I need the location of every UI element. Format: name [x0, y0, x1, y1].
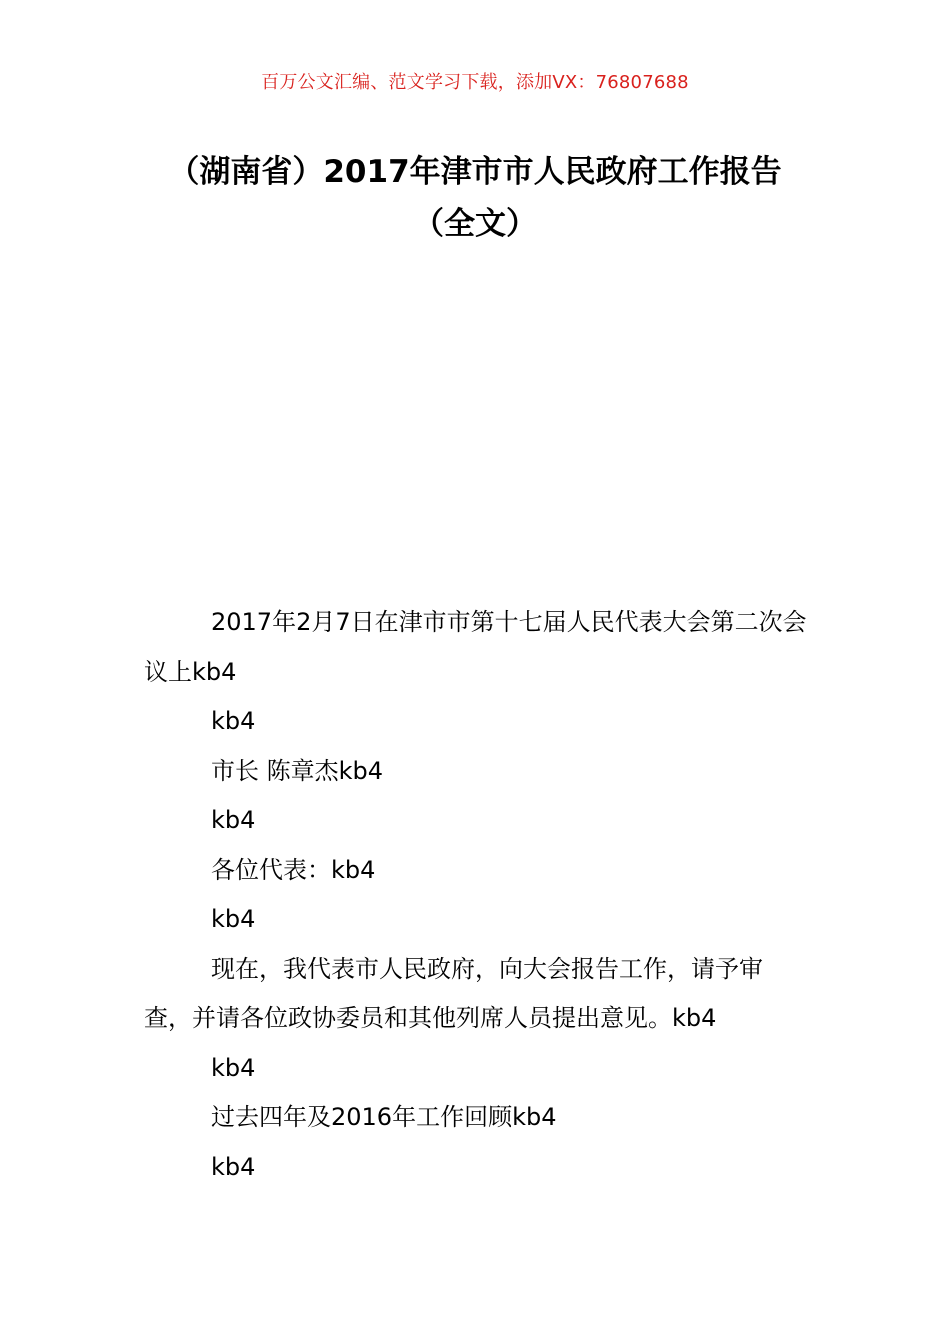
- document-body: [144, 598, 810, 1192]
- paragraph: 各位代表：kb4: [211, 855, 376, 884]
- paragraph: kb4: [211, 806, 256, 834]
- document-title: （湖南省）2017年津市市人民政府工作报告（全文）: [168, 154, 782, 242]
- paragraph: kb4: [211, 707, 256, 735]
- paragraph: kb4: [211, 1152, 256, 1181]
- paragraph: 2017年2月7日在津市市第十七届人民代表大会第二次会议上kb4: [144, 608, 807, 686]
- paragraph: 过去四年及2016年工作回顾kb4: [211, 1103, 557, 1131]
- paragraph: 市长 陈章杰kb4: [211, 756, 384, 785]
- paragraph: 现在，我代表市人民政府，向大会报告工作，请予审查，并请各位政协委员和其他列席人员提出意见。kb4: [144, 954, 763, 1032]
- header-note: 百万公文汇编、范文学习下载，添加VX：76807688: [261, 72, 689, 93]
- paragraph: kb4: [211, 1053, 256, 1082]
- paragraph: kb4: [211, 905, 256, 933]
